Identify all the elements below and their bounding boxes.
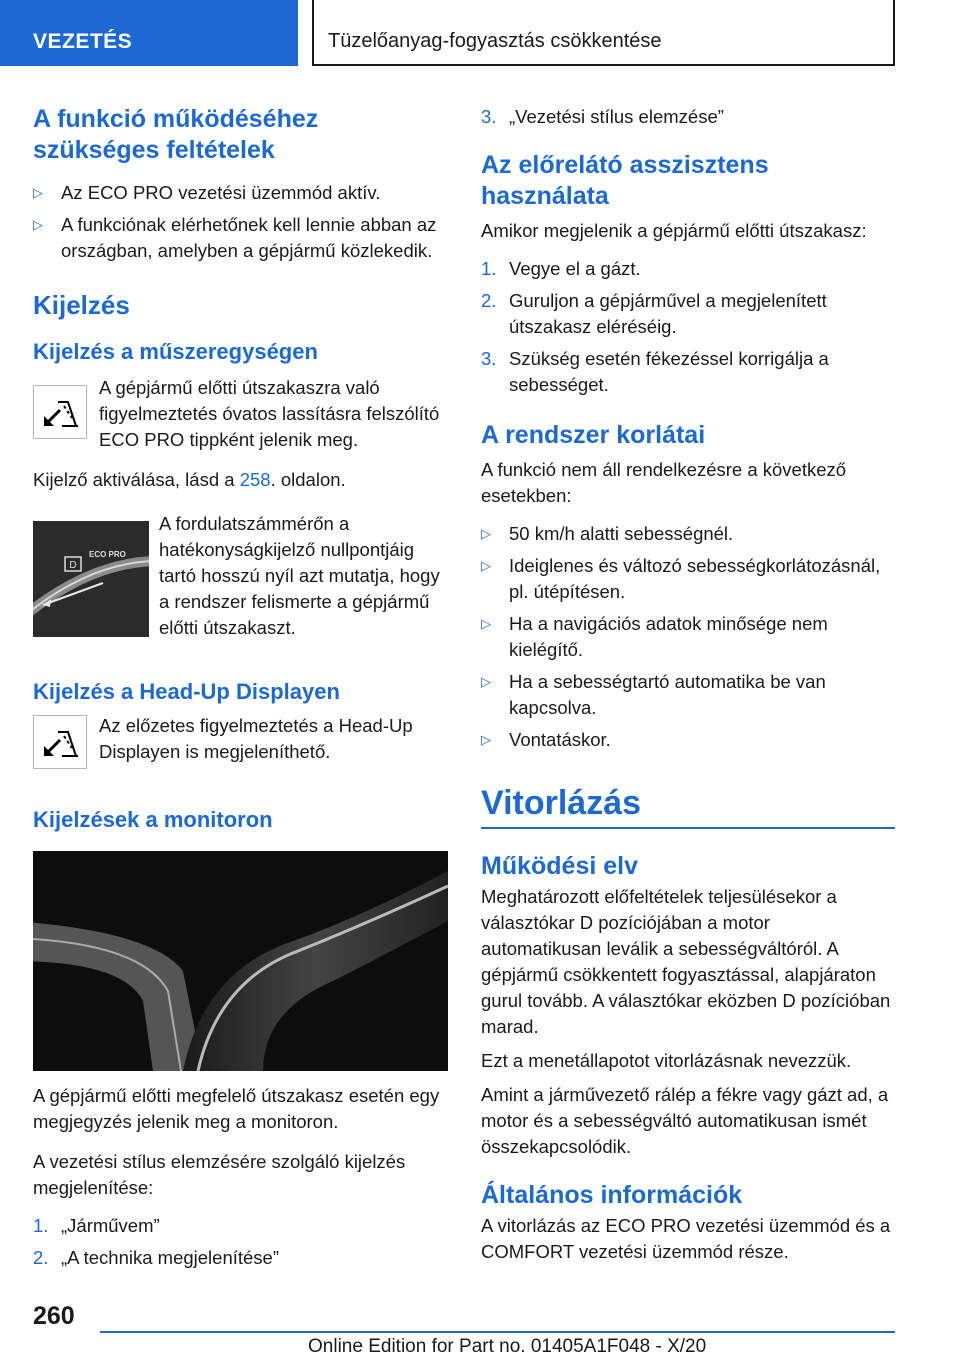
conditions-list xyxy=(33,180,448,264)
section-tab: VEZETÉS xyxy=(0,0,298,66)
right-column xyxy=(481,104,895,1265)
heading-monitor: Kijelzések a monitoron xyxy=(33,807,273,832)
bullet-triangle-icon: ▷ xyxy=(481,558,491,573)
left-column xyxy=(33,104,448,1271)
hud-text: Az előzetes figyelmeztetés a Head-Up Displayen is megjeleníthető. xyxy=(99,715,413,762)
chapter-title: Tüzelőanyag-fogyasztás csökkentése xyxy=(312,0,895,66)
bullet-triangle-icon: ▷ xyxy=(481,674,491,689)
tacho-d-label: D xyxy=(69,560,77,571)
use-list xyxy=(481,256,895,398)
principle-paragraph: Amint a járművezető rálép a fékre vagy gázt ad, a motor és a sebességváltó automatikusan ismét összekapcsolódik. xyxy=(481,1084,889,1157)
heading-use: Az előrelátó asszisztens használata xyxy=(481,151,769,210)
list-item: ▷ Ha a sebességtartó automatika be van kapcsolva. xyxy=(481,671,826,718)
use-intro: Amikor megjelenik a gépjármű előtti útszakasz: xyxy=(481,220,867,241)
hud-block xyxy=(33,713,448,783)
tachometer-image xyxy=(33,521,149,637)
road-narrow-arrow-icon xyxy=(33,715,87,769)
instrument-block xyxy=(33,375,448,453)
bullet-triangle-icon: ▷ xyxy=(481,732,491,747)
instrument-text: A gépjármű előtti útszakaszra való figyelmeztetés óvatos lassításra felszólító ECO PRO tippként jelenik meg. xyxy=(99,377,440,450)
edition-text: Online Edition for Part no. 01405A1F048 - X/20 xyxy=(308,1336,707,1357)
bullet-triangle-icon: ▷ xyxy=(33,217,43,232)
list-item: ▷ Vontatáskor. xyxy=(481,727,895,753)
footer-divider xyxy=(100,1331,895,1333)
list-item: ▷ Ha a navigációs adatok minősége nem kielégítő. xyxy=(481,613,828,660)
general-text: A vitorlázás az ECO PRO vezetési üzemmód és a COMFORT vezetési üzemmód része. xyxy=(481,1215,891,1262)
list-item: ▷ 50 km/h alatti sebességnél. xyxy=(481,521,895,547)
heading-hud: Kijelzés a Head-Up Displayen xyxy=(33,679,340,704)
page-link[interactable]: 258 xyxy=(239,469,271,490)
limits-intro: A funkció nem áll rendelkezésre a következő esetekben: xyxy=(481,459,847,506)
monitor-text: A gépjármű előtti megfelelő útszakasz esetén egy megjegyzés jelenik meg a monitoron. xyxy=(33,1085,440,1132)
activation-text: Kijelző aktiválása, lásd a 258. oldalon. xyxy=(33,469,346,490)
section-sailing xyxy=(481,783,895,829)
monitor-road-image xyxy=(33,851,448,1071)
list-item: ▷ Az ECO PRO vezetési üzemmód aktív. xyxy=(33,180,448,206)
heading-conditions: A funkció működéséhez szükséges feltételek xyxy=(33,105,319,164)
bullet-triangle-icon: ▷ xyxy=(481,526,491,541)
heading-instrument: Kijelzés a műszeregységen xyxy=(33,339,318,364)
tacho-block xyxy=(33,511,448,641)
list-item: 2. „A technika megjelenítése” xyxy=(33,1247,280,1268)
tacho-text: A fordulatszámmérőn a hatékonyságkijelző nullpontjáig tartó hosszú nyíl azt mutatja, hogy a rendszer felismerte a gépjármű előtti útszakaszt. xyxy=(159,513,440,638)
style-text: A vezetési stílus elemzésére szolgáló kijelzés megjelenítése: xyxy=(33,1151,406,1198)
bullet-triangle-icon: ▷ xyxy=(33,185,43,200)
bullet-triangle-icon: ▷ xyxy=(481,616,491,631)
limits-list xyxy=(481,521,895,753)
heading-sailing: Vitorlázás xyxy=(481,784,642,822)
page-number: 260 xyxy=(33,1302,75,1330)
heading-general: Általános információk xyxy=(481,1181,743,1209)
heading-limits: A rendszer korlátai xyxy=(481,421,706,449)
list-item: 2. Guruljon a gépjárművel a megjelenített útszakasz eléréséig. xyxy=(481,290,827,337)
list-item: 1. Vegye el a gázt. xyxy=(481,258,641,279)
list-item: ▷ Ideiglenes és változó sebességkorlátozásnál, pl. útépítésen. xyxy=(481,555,881,602)
list-item: 3. Szükség esetén fékezéssel korrigálja a sebességet. xyxy=(481,348,829,395)
heading-principle: Működési elv xyxy=(481,852,638,880)
list-item: ▷ A funkciónak elérhetőnek kell lennie abban az országban, amelyben a gépjármű közlekedik. xyxy=(33,214,437,261)
principle-paragraph: Meghatározott előfeltételek teljesülésekor a választókar D pozíciójában a motor automatikusan leválik a sebességváltóról. A gépjármű csökkentett fogyasztással, alapjáraton gurul tovább. A választókar eközben D pozícióban marad. xyxy=(481,886,891,1037)
list-item: 1. „Járművem” xyxy=(33,1215,160,1236)
list-item: 3. „Vezetési stílus elemzése” xyxy=(481,106,724,127)
principle-paragraph: Ezt a menetállapotot vitorlázásnak nevezzük. xyxy=(481,1050,852,1071)
road-narrow-arrow-icon xyxy=(33,385,87,439)
tacho-eco-label: ECO PRO xyxy=(89,550,126,559)
heading-display: Kijelzés xyxy=(33,290,130,320)
style-list xyxy=(33,1213,448,1271)
